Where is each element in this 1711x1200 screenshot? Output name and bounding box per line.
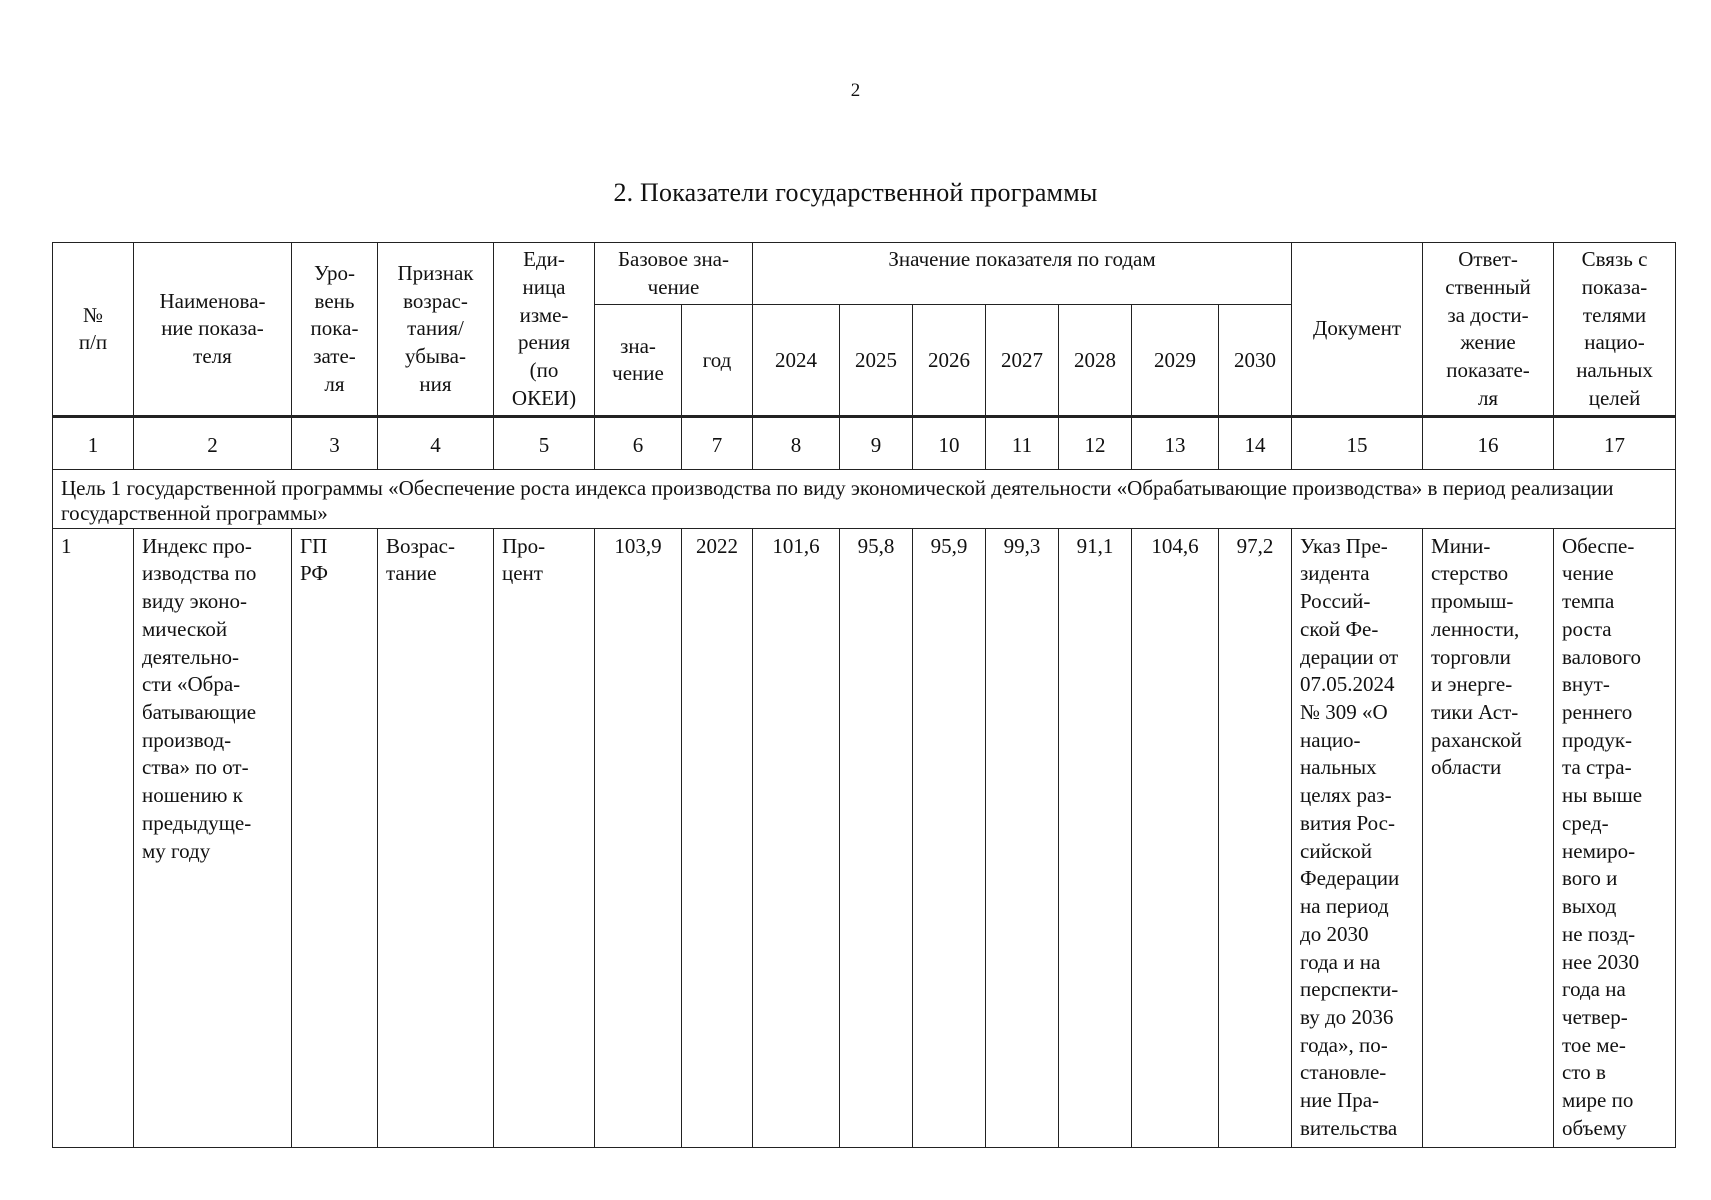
column-number: 13 [1132,417,1219,470]
column-number: 12 [1059,417,1132,470]
column-number: 1 [53,417,134,470]
header-year: 2028 [1059,305,1132,417]
value-2029: 104,6 [1132,528,1219,1147]
column-number: 3 [292,417,378,470]
value-2027: 99,3 [986,528,1059,1147]
base-value: 103,9 [595,528,682,1147]
indicator-name: Индекс про- изводства по виду эконо- мической деятельно- сти «Обра- батывающие производ- ства» по от- ношению к предыдуще- му году [134,528,292,1147]
goal-text: Цель 1 государственной программы «Обеспечение роста индекса производства по виду экономической деятельности «Обрабатывающие производства» в период реализации государственной программы» [53,470,1676,528]
header-values-by-year-group: Значение показателя по годам [753,243,1292,305]
header-year: 2026 [913,305,986,417]
header-no: № п/п [53,243,134,417]
header-base-value-group: Базовое зна- чение [595,243,753,305]
goal-row [53,470,1676,528]
responsible-body: Мини- стерство промыш- ленности, торговли и энерге- тики Аст- раханской области [1423,528,1554,1147]
header-growth-sign: Признак возрас- тания/ убыва- ния [378,243,494,417]
value-2026: 95,9 [913,528,986,1147]
header-national-goals-link: Связь с показа- телями нацио- нальных целей [1554,243,1676,417]
header-base-value: зна- чение [595,305,682,417]
header-base-year: год [682,305,753,417]
column-number: 15 [1292,417,1423,470]
indicators-table [52,242,1676,1148]
header-indicator-level: Уро- вень пока- зате- ля [292,243,378,417]
document-title: 2. Показатели государственной программы [613,178,1098,207]
value-2028: 91,1 [1059,528,1132,1147]
column-number: 10 [913,417,986,470]
column-number: 17 [1554,417,1676,470]
header-unit: Еди- ница изме- рения (по ОКЕИ) [494,243,595,417]
column-number: 5 [494,417,595,470]
header-document: Документ [1292,243,1423,417]
column-number: 9 [840,417,913,470]
header-year: 2030 [1219,305,1292,417]
table-row [53,528,1676,1147]
value-2025: 95,8 [840,528,913,1147]
growth-sign: Возрас- тание [378,528,494,1147]
base-year: 2022 [682,528,753,1147]
column-number: 8 [753,417,840,470]
column-number: 14 [1219,417,1292,470]
header-responsible: Ответ- ственный за дости- жение показате- ля [1423,243,1554,417]
column-number: 16 [1423,417,1554,470]
value-2030: 97,2 [1219,528,1292,1147]
value-2024: 101,6 [753,528,840,1147]
national-goal-link: Обеспе- чение темпа роста валового внут- реннего продук- та стра- ны выше сред- немиро- вого и выход не позд- нее 2030 года на четвер- тое ме- сто в мире по объему [1554,528,1676,1147]
column-number: 11 [986,417,1059,470]
column-number: 2 [134,417,292,470]
row-number: 1 [53,528,134,1147]
column-number: 4 [378,417,494,470]
header-year: 2027 [986,305,1059,417]
unit: Про- цент [494,528,595,1147]
column-number: 7 [682,417,753,470]
header-year: 2025 [840,305,913,417]
header-year: 2024 [753,305,840,417]
indicator-level: ГП РФ [292,528,378,1147]
column-numbers-row [53,417,1676,470]
column-number: 6 [595,417,682,470]
document-reference: Указ Пре- зидента Россий- ской Фе- дерации от 07.05.2024 № 309 «О нацио- нальных целях раз- вития Рос- сийской Федерации на период до 2030 года и на перспекти- ву до 2036 года», по- становле- ние Пра- вительства [1292,528,1423,1147]
header-indicator-name: Наименова- ние показа- теля [134,243,292,417]
page-number: 2 [850,80,861,101]
header-year: 2029 [1132,305,1219,417]
